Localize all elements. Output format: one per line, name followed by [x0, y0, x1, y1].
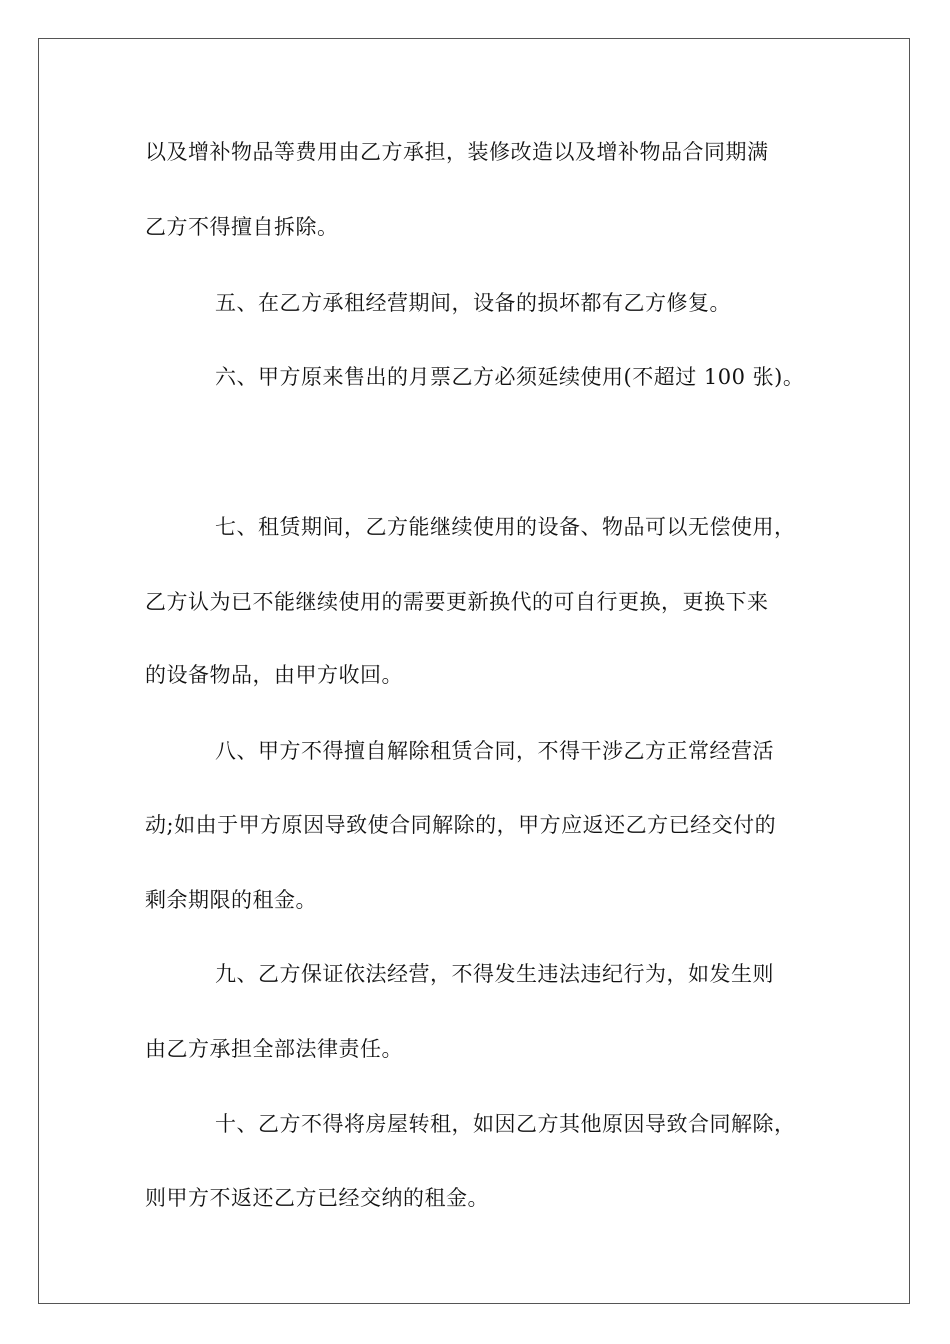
- clause-7-line-3: 的设备物品，由甲方收回。: [145, 663, 403, 687]
- text-line-2: 乙方不得擅自拆除。: [145, 215, 339, 239]
- clause-10-line-2: 则甲方不返还乙方已经交纳的租金。: [145, 1186, 489, 1210]
- clause-7: 七、租赁期间，乙方能继续使用的设备、物品可以无偿使用，: [215, 515, 796, 539]
- clause-7-line-2: 乙方认为已不能继续使用的需要更新换代的可自行更换，更换下来: [145, 590, 769, 614]
- clause-9-line-2: 由乙方承担全部法律责任。: [145, 1037, 403, 1061]
- clause-10: 十、乙方不得将房屋转租，如因乙方其他原因导致合同解除，: [215, 1112, 796, 1136]
- clause-5: 五、在乙方承租经营期间，设备的损坏都有乙方修复。: [215, 291, 731, 315]
- clause-6: 六、甲方原来售出的月票乙方必须延续使用(不超过 100 张)。: [215, 365, 805, 389]
- clause-8: 八、甲方不得擅自解除租赁合同，不得干涉乙方正常经营活: [215, 739, 774, 763]
- text-line-1: 以及增补物品等费用由乙方承担，装修改造以及增补物品合同期满: [145, 140, 769, 164]
- clause-8-line-3: 剩余期限的租金。: [145, 888, 317, 912]
- clause-9: 九、乙方保证依法经营，不得发生违法违纪行为，如发生则: [215, 962, 774, 986]
- clause-8-line-2: 动;如由于甲方原因导致使合同解除的，甲方应返还乙方已经交付的: [145, 813, 777, 837]
